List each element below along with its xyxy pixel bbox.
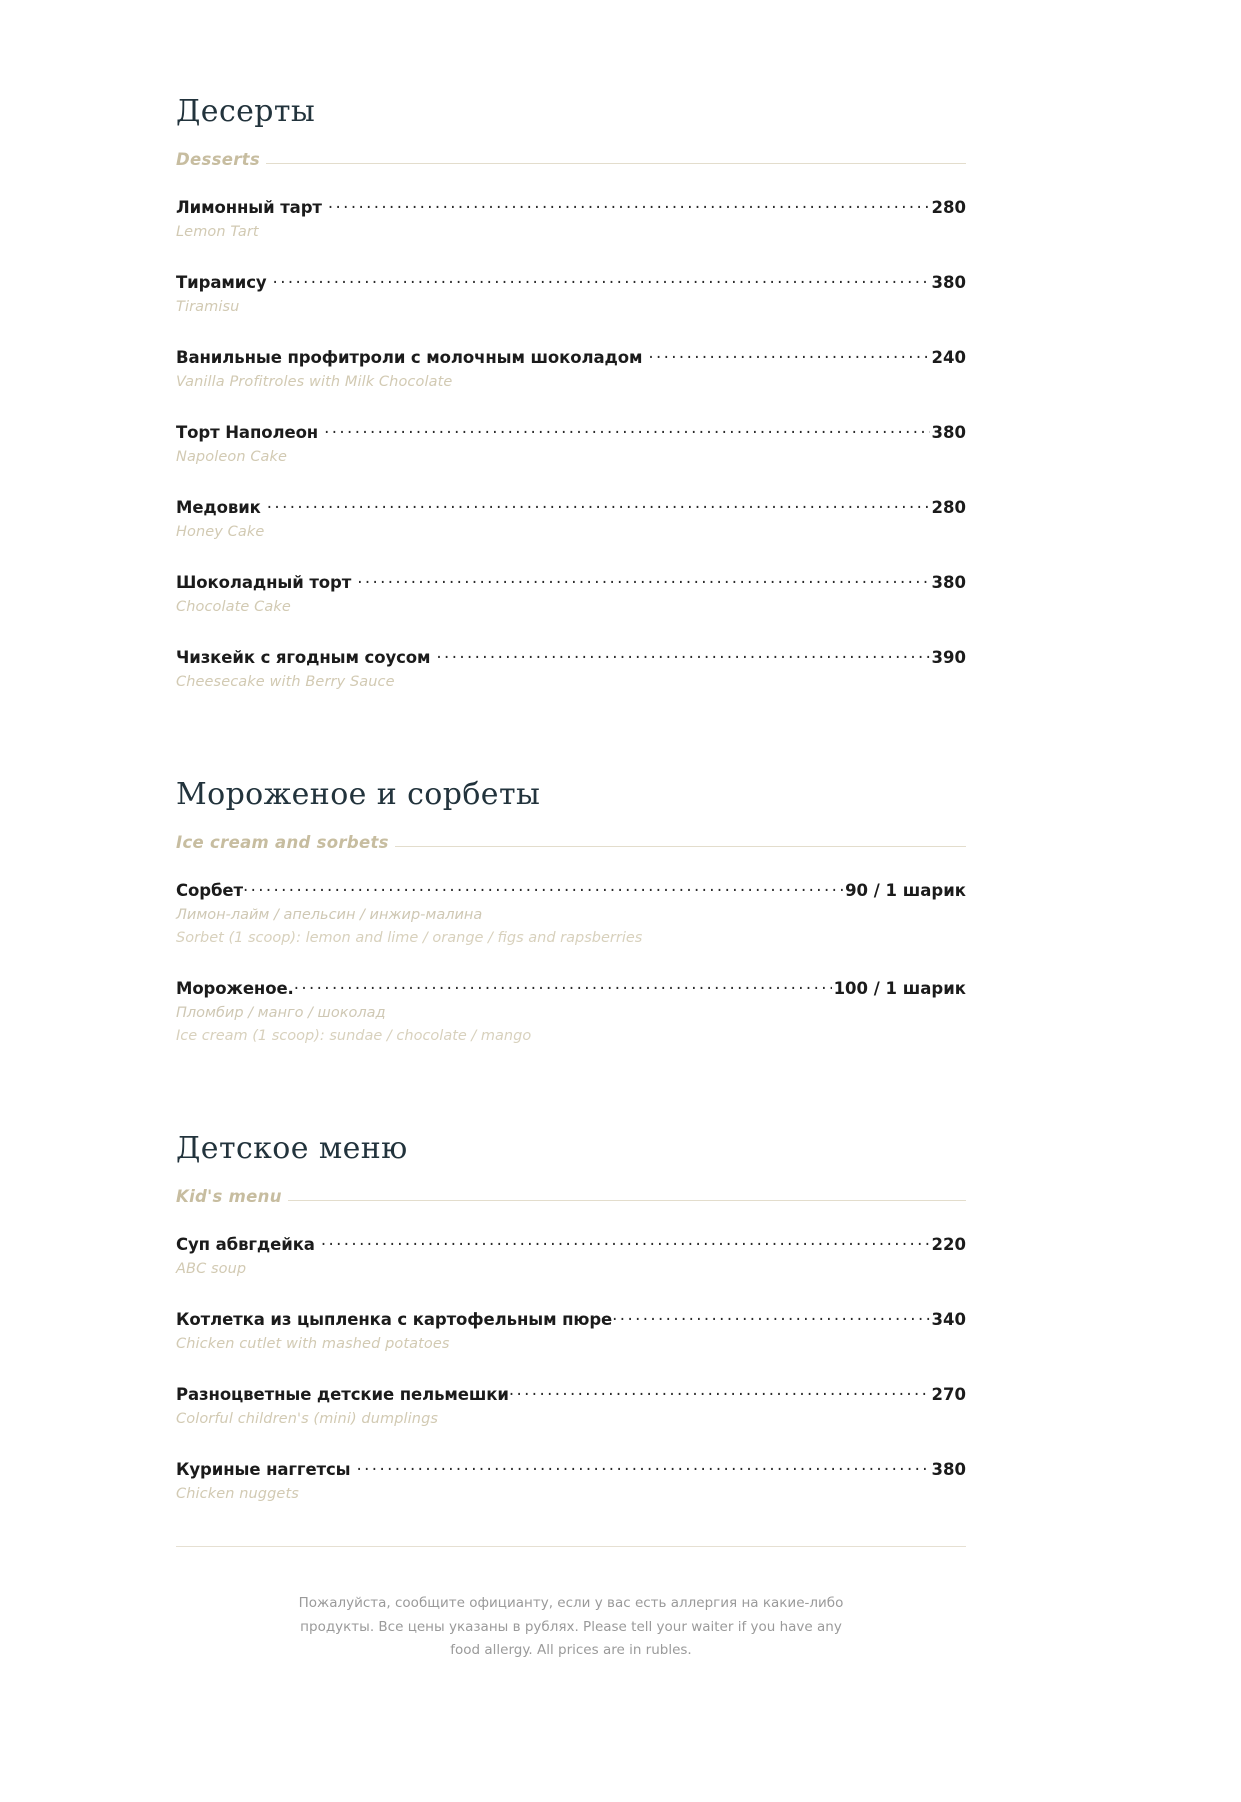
- menu-section-kids: [176, 1047, 966, 1505]
- menu-item[interactable]: [176, 422, 966, 468]
- menu-item-translation: Lemon Tart: [176, 224, 259, 240]
- menu-item-description-en: Ice cream (1 scoop): sundae / chocolate / mango: [176, 1028, 532, 1045]
- menu-item-line: [176, 572, 966, 592]
- menu-content: [176, 0, 966, 1505]
- menu-item-price: 380: [931, 1460, 966, 1480]
- menu-item-line: [176, 978, 966, 998]
- menu-item-translation: Tiramisu: [176, 299, 240, 316]
- leader-dots: [324, 422, 929, 438]
- leader-dots: [243, 880, 843, 896]
- menu-item-line: [176, 422, 966, 442]
- menu-item-price: 220: [931, 1235, 966, 1255]
- leader-dots: [273, 272, 930, 288]
- menu-item-name: Торт Наполеон: [176, 423, 319, 443]
- menu-item-name: Шоколадный торт: [176, 573, 352, 593]
- menu-item-name: Чизкейк с ягодным соусом: [176, 648, 431, 668]
- menu-item-name: Сорбет: [176, 881, 243, 901]
- menu-section-desserts: [176, 0, 966, 693]
- menu-item-line: [176, 347, 966, 367]
- menu-item-translation: Chicken nuggets: [176, 1486, 299, 1503]
- section-subtitle-row-kids: [176, 1187, 966, 1206]
- leader-dots: [357, 572, 929, 588]
- section-subtitle-row-ice-cream: [176, 833, 966, 852]
- section-subtitle-desserts: Desserts: [176, 150, 260, 169]
- section-subtitle-ice-cream: Ice cream and sorbets: [176, 833, 389, 853]
- menu-item-line: [176, 497, 966, 517]
- menu-item-line: [176, 647, 966, 667]
- menu-item-line: [176, 1459, 966, 1479]
- menu-item-name: Разноцветные детские пельмешки: [176, 1385, 509, 1405]
- menu-item[interactable]: [176, 880, 966, 949]
- menu-item-price: 380: [931, 273, 966, 293]
- menu-item-price: 340: [931, 1310, 966, 1330]
- leader-dots: [294, 978, 832, 994]
- menu-item[interactable]: [176, 1459, 966, 1505]
- menu-item-name: Куриные наггетсы: [176, 1460, 351, 1480]
- menu-item[interactable]: [176, 1384, 966, 1430]
- section-subtitle-kids: Kid's menu: [176, 1187, 282, 1207]
- menu-item[interactable]: [176, 572, 966, 618]
- menu-item-translation: Vanilla Profitroles with Milk Chocolate: [176, 374, 453, 391]
- menu-item-description-ru: Пломбир / манго / шоколад: [176, 1005, 386, 1022]
- menu-item[interactable]: [176, 347, 966, 393]
- section-divider: [288, 1200, 966, 1201]
- menu-item-price: 390: [931, 648, 966, 668]
- menu-item-line: [176, 197, 966, 217]
- menu-item-price: 280: [931, 198, 966, 217]
- menu-item-translation: Chocolate Cake: [176, 599, 291, 616]
- section-title-desserts: Десерты: [176, 94, 316, 129]
- menu-item-line: [176, 1384, 966, 1404]
- menu-item-line: [176, 1234, 966, 1254]
- leader-dots: [436, 647, 929, 663]
- footer-divider: [176, 1546, 966, 1547]
- leader-dots: [328, 197, 930, 213]
- menu-item-description-en: Sorbet (1 scoop): lemon and lime / orange / figs and rapsberries: [176, 930, 643, 947]
- leader-dots: [509, 1384, 930, 1400]
- menu-item-name: Тирамису: [176, 273, 267, 293]
- menu-item-name: Лимонный тарт: [176, 198, 322, 217]
- menu-item-translation: Colorful children's (mini) dumplings: [176, 1411, 439, 1428]
- menu-item-price: 100 / 1 шарик: [833, 979, 966, 999]
- section-title-ice-cream: Мороженое и сорбеты: [176, 777, 541, 813]
- leader-dots: [267, 497, 930, 513]
- menu-item[interactable]: [176, 647, 966, 693]
- leader-dots: [648, 347, 929, 363]
- menu-item[interactable]: [176, 197, 966, 243]
- menu-item-price: 280: [931, 498, 966, 518]
- menu-item-price: 240: [931, 348, 966, 368]
- menu-item-description-ru: Лимон-лайм / апельсин / инжир-малина: [176, 907, 483, 924]
- menu-item[interactable]: [176, 978, 966, 1047]
- menu-item-translation: ABC soup: [176, 1261, 247, 1278]
- menu-item[interactable]: [176, 1309, 966, 1355]
- menu-item-name: Медовик: [176, 498, 261, 518]
- section-title-kids: Детское меню: [176, 1131, 408, 1167]
- menu-item[interactable]: [176, 1234, 966, 1280]
- menu-item-price: 270: [931, 1385, 966, 1405]
- menu-item-line: [176, 272, 966, 292]
- menu-item-line: [176, 1309, 966, 1329]
- section-subtitle-row-desserts: [176, 150, 966, 169]
- menu-item-translation: Cheesecake with Berry Sauce: [176, 674, 395, 691]
- menu-item-name: Котлетка из цыпленка с картофельным пюре: [176, 1310, 613, 1330]
- menu-item[interactable]: [176, 272, 966, 318]
- menu-section-ice-cream: [176, 693, 966, 1047]
- menu-item[interactable]: [176, 497, 966, 543]
- menu-item-price: 90 / 1 шарик: [845, 881, 966, 901]
- leader-dots: [357, 1459, 930, 1475]
- menu-item-name: Ванильные профитроли с молочным шоколадом: [176, 348, 643, 368]
- section-divider: [395, 846, 966, 847]
- menu-item-price: 380: [931, 573, 966, 593]
- menu-item-line: [176, 880, 966, 900]
- menu-item-translation: Chicken cutlet with mashed potatoes: [176, 1336, 450, 1353]
- section-divider: [266, 163, 966, 164]
- menu-item-price: 380: [931, 423, 966, 443]
- leader-dots: [321, 1234, 930, 1250]
- menu-item-name: Мороженое.: [176, 979, 294, 999]
- menu-item-translation: Honey Cake: [176, 524, 265, 541]
- menu-item-name: Суп абвгдейка: [176, 1235, 315, 1255]
- menu-item-translation: Napoleon Cake: [176, 449, 288, 466]
- leader-dots: [612, 1309, 929, 1325]
- footer-allergy-note: Пожалуйста, сообщите официанту, если у вас есть аллергия на какие-либо продукты. Все цены указаны в рублях. Please tell your waiter if you have any food allergy. All prices are in rubles.: [298, 1595, 844, 1659]
